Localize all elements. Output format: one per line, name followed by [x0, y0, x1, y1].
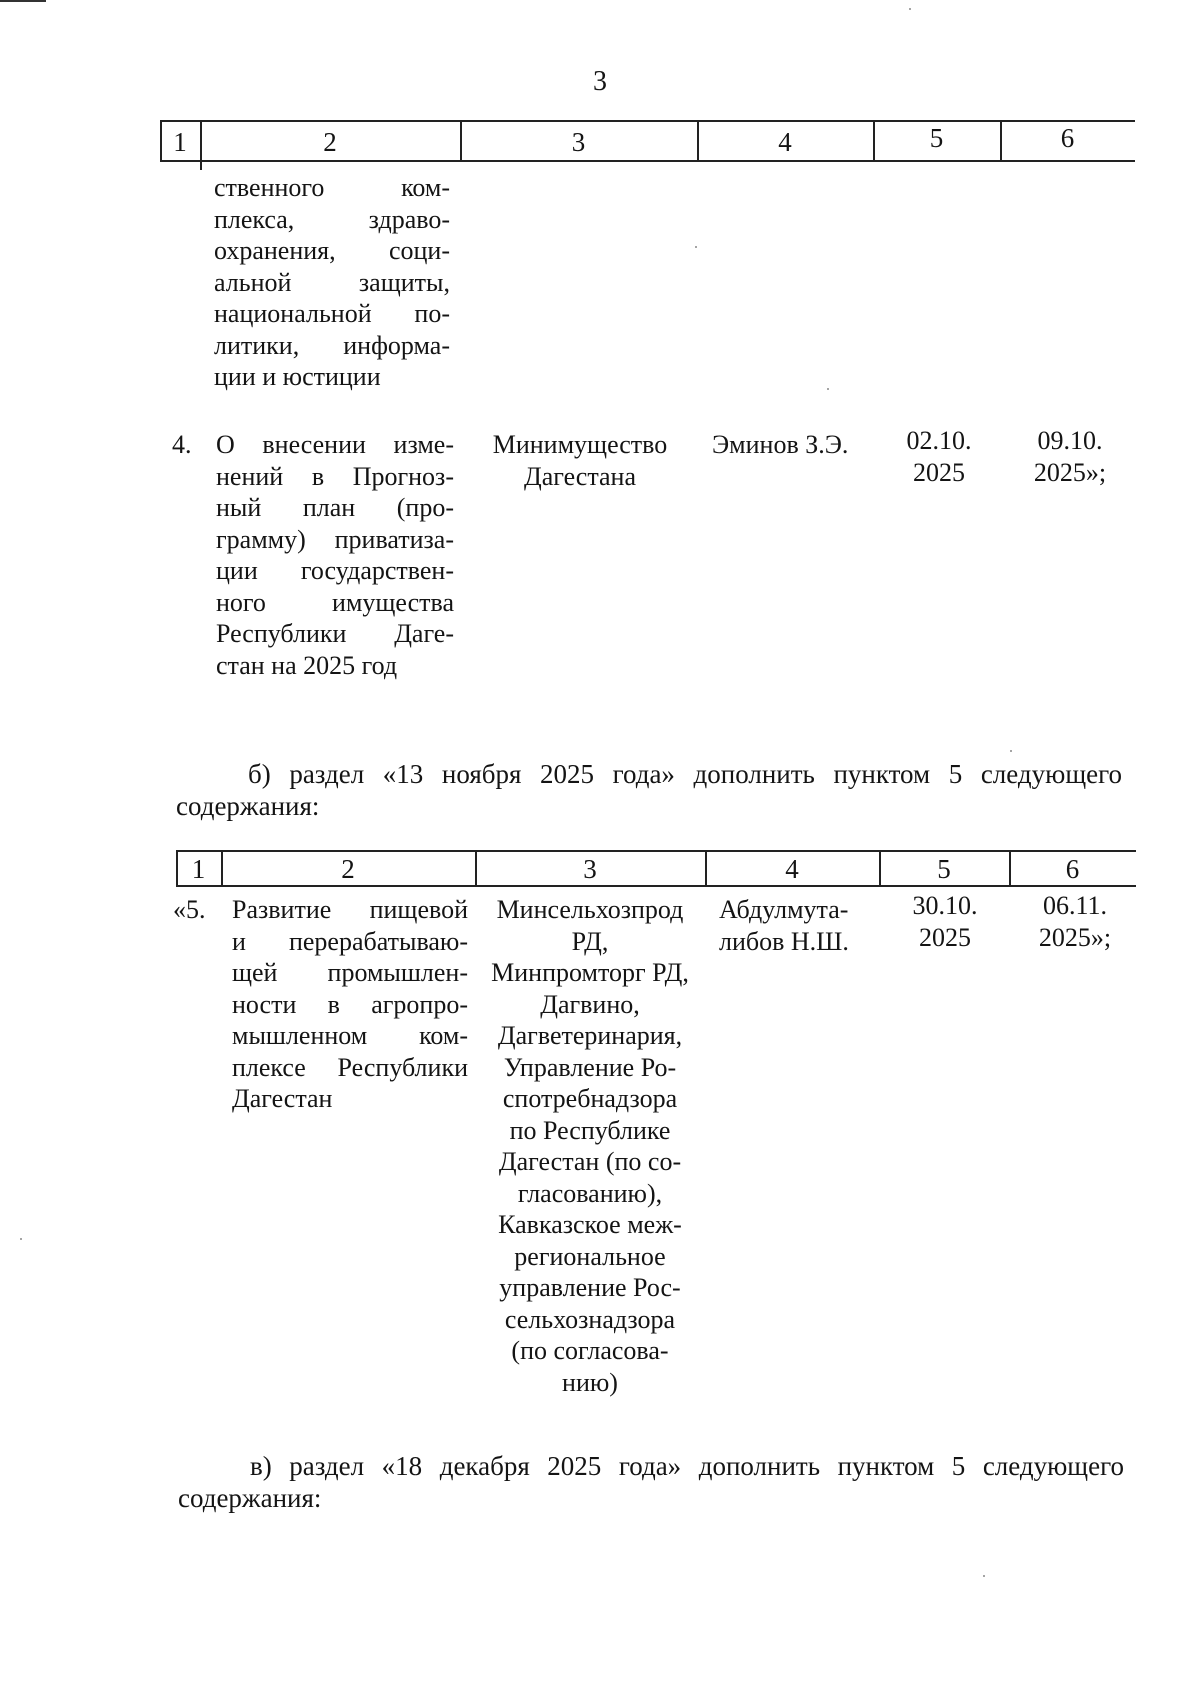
text-line: Дагветеринария, — [497, 1021, 683, 1050]
text-line: 2025»; — [1038, 922, 1112, 952]
text-line: 2025 — [919, 922, 971, 952]
text-line: охранения, соци- — [214, 236, 450, 265]
text-line: ный план (про- — [216, 493, 454, 522]
text-line: О внесении изме- — [216, 430, 454, 459]
table-2-header-col-4: 4 — [785, 854, 799, 884]
row-responsible — [470, 429, 690, 492]
table-2-header-col-6: 6 — [1065, 854, 1080, 884]
page-number: 3 — [593, 66, 607, 97]
paragraph-line: содержания: — [176, 791, 320, 821]
text-line: либов Н.Ш. — [719, 926, 849, 956]
table-2-header-col-2: 2 — [341, 854, 355, 884]
text-line: управление Рос- — [499, 1273, 681, 1302]
text-line: ции государствен- — [216, 556, 454, 585]
text-line: грамму) приватиза- — [216, 524, 454, 554]
scan-speck — [827, 388, 829, 390]
text-line: Развитие пищевой — [232, 895, 468, 924]
text-line: РД, — [571, 926, 609, 956]
text-line: Дагестана — [524, 461, 636, 491]
text-line: (по согласова- — [511, 1336, 669, 1365]
row-number: 4. — [172, 430, 192, 459]
row-responsible — [475, 894, 705, 1398]
text-line: нию) — [562, 1367, 618, 1397]
text-line: гласованию), — [517, 1178, 663, 1208]
scan-speck — [909, 8, 911, 10]
text-line: спотребнадзора — [502, 1084, 678, 1113]
paragraph-b — [176, 758, 1122, 822]
table-1-header-bottom-rule — [160, 160, 1135, 162]
text-line: ности в агропро- — [232, 989, 468, 1019]
text-line: 2025»; — [1033, 457, 1107, 487]
text-line: Минсельхозпрод — [496, 895, 684, 924]
scan-speck — [1010, 750, 1012, 752]
text-line: сельхознадзора — [504, 1304, 676, 1334]
table-2-header-col-5: 5 — [937, 854, 951, 884]
text-line: литики, информа- — [214, 330, 450, 360]
text-line: Минпромторг РД, — [491, 958, 689, 987]
text-line: мышленном ком- — [232, 1021, 468, 1050]
table-2-header-col-3: 3 — [583, 854, 597, 884]
text-line: плекса, здраво- — [214, 204, 450, 234]
paragraph-v — [178, 1450, 1124, 1514]
row-date-end — [1014, 890, 1136, 953]
text-line: Республики Даге- — [216, 619, 454, 648]
table-1-header-col-5: 5 — [929, 123, 944, 153]
table-1-continuation-text — [214, 172, 450, 393]
scan-speck — [20, 1238, 22, 1240]
text-line: нений в Прогноз- — [216, 461, 454, 491]
text-line: Дагвино, — [540, 989, 640, 1019]
text-line: 2025 — [913, 457, 965, 487]
text-line: плексе Республики — [232, 1052, 468, 1082]
table-2-header-col-1: 1 — [191, 854, 206, 884]
paragraph-line: в) раздел «18 декабря 2025 года» дополнить пунктом 5 следующего — [250, 1451, 1124, 1481]
text-line: альной защиты, — [214, 267, 450, 297]
text-line: ного имущества — [216, 587, 454, 617]
text-line: 06.11. — [1042, 891, 1108, 920]
row-date-start — [884, 890, 1006, 953]
row-number: «5. — [173, 895, 206, 924]
row-date-start — [880, 425, 998, 488]
text-line: Минимущество — [492, 430, 668, 459]
scan-speck — [695, 246, 697, 248]
row-person: Эминов З.Э. — [712, 430, 849, 459]
text-line: Дагестан — [232, 1084, 333, 1113]
text-line: ции и юстиции — [214, 362, 381, 391]
text-line: Управление Ро- — [503, 1052, 677, 1082]
table-1-top-rule — [160, 120, 1135, 122]
row-title — [216, 429, 454, 681]
text-line: Дагестан (по со- — [498, 1147, 682, 1176]
table-2-top-rule — [176, 850, 1136, 852]
text-line: щей промышлен- — [232, 958, 468, 987]
text-line: 30.10. — [912, 891, 978, 920]
text-line: ственного ком- — [214, 173, 450, 202]
paragraph-line: содержания: — [178, 1483, 322, 1513]
table-1-header-col-6: 6 — [1060, 123, 1075, 153]
table-1-header-col-2: 2 — [323, 127, 337, 157]
text-line: по Республике — [509, 1115, 671, 1145]
table-1-header-col-1: 1 — [173, 127, 187, 157]
row-date-end — [1010, 425, 1130, 488]
text-line: 02.10. — [906, 426, 972, 455]
paragraph-line: б) раздел «13 ноября 2025 года» дополнить пунктом 5 следующего — [248, 759, 1122, 789]
row-person — [719, 894, 849, 957]
text-line: 09.10. — [1037, 426, 1103, 455]
scan-speck — [983, 1575, 985, 1577]
text-line: Кавказское меж- — [498, 1210, 682, 1239]
table-1-header-col-4: 4 — [778, 127, 792, 157]
row-title — [232, 894, 468, 1115]
text-line: национальной по- — [214, 299, 450, 328]
text-line: региональное — [514, 1241, 666, 1271]
table-2-header-bottom-rule — [176, 885, 1136, 887]
text-line: Абдулмута- — [719, 895, 849, 924]
scan-edge-mark — [0, 0, 46, 2]
table-1-header-col-3: 3 — [571, 127, 586, 157]
text-line: стан на 2025 год — [216, 650, 398, 680]
text-line: и перерабатываю- — [232, 926, 468, 956]
